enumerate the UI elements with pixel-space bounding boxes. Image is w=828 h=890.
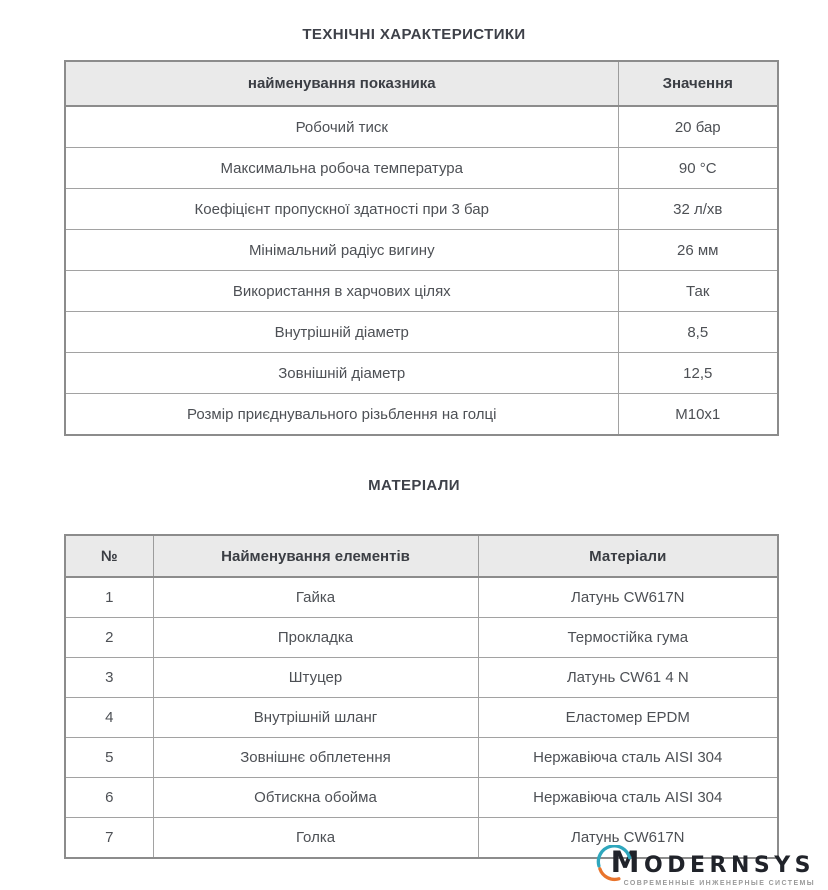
logo-tagline: СОВРЕМЕННЫЕ ИНЖЕНЕРНЫЕ СИСТЕМЫ <box>623 880 815 887</box>
material-cell: Термостійка гума <box>478 618 778 658</box>
element-name-cell: Зовнішнє обплетення <box>153 738 478 778</box>
column-header-material: Матеріали <box>478 535 778 577</box>
row-number-cell: 4 <box>65 698 153 738</box>
table-row <box>65 738 778 778</box>
table-row <box>65 698 778 738</box>
spec-value-cell: 32 л/хв <box>618 189 778 230</box>
column-header-parameter: найменування показника <box>65 61 618 106</box>
table-row <box>65 148 778 189</box>
table-row <box>65 271 778 312</box>
technical-specs-title: ТЕХНІЧНІ ХАРАКТЕРИСТИКИ <box>302 26 526 43</box>
table-row <box>65 106 778 148</box>
element-name-cell: Голка <box>153 818 478 859</box>
table-header-row <box>65 535 778 577</box>
spec-name-cell: Коефіцієнт пропускної здатності при 3 бар <box>65 189 618 230</box>
spec-value-cell: 12,5 <box>618 353 778 394</box>
table-row <box>65 189 778 230</box>
row-number-cell: 1 <box>65 577 153 618</box>
material-cell: Латунь CW61 4 N <box>478 658 778 698</box>
table-header-row <box>65 61 778 106</box>
element-name-cell: Гайка <box>153 577 478 618</box>
row-number-cell: 2 <box>65 618 153 658</box>
material-cell: Еластомер EPDM <box>478 698 778 738</box>
logo-swoosh-icon <box>596 845 633 882</box>
logo-wordmark: MODERNSYS <box>610 845 815 879</box>
row-number-cell: 6 <box>65 778 153 818</box>
material-cell: Латунь CW617N <box>478 577 778 618</box>
spec-name-cell: Мінімальний радіус вигину <box>65 230 618 271</box>
modernsys-logo <box>603 840 815 888</box>
table-row <box>65 353 778 394</box>
spec-name-cell: Робочий тиск <box>65 106 618 148</box>
element-name-cell: Штуцер <box>153 658 478 698</box>
spec-value-cell: М10х1 <box>618 394 778 436</box>
row-number-cell: 3 <box>65 658 153 698</box>
element-name-cell: Внутрішній шланг <box>153 698 478 738</box>
spec-name-cell: Внутрішній діаметр <box>65 312 618 353</box>
material-cell: Нержавіюча сталь AISI 304 <box>478 778 778 818</box>
materials-title: МАТЕРІАЛИ <box>368 477 460 494</box>
column-header-value: Значення <box>618 61 778 106</box>
materials-table <box>64 534 779 859</box>
column-header-element: Найменування елементів <box>153 535 478 577</box>
element-name-cell: Прокладка <box>153 618 478 658</box>
table-row <box>65 618 778 658</box>
row-number-cell: 5 <box>65 738 153 778</box>
table-row <box>65 230 778 271</box>
table-row <box>65 312 778 353</box>
element-name-cell: Обтискна обойма <box>153 778 478 818</box>
material-cell: Нержавіюча сталь AISI 304 <box>478 738 778 778</box>
spec-value-cell: 90 °С <box>618 148 778 189</box>
spec-value-cell: 8,5 <box>618 312 778 353</box>
spec-name-cell: Розмір приєднувального різьблення на голці <box>65 394 618 436</box>
spec-value-cell: 26 мм <box>618 230 778 271</box>
table-row <box>65 658 778 698</box>
spec-name-cell: Максимальна робоча температура <box>65 148 618 189</box>
spec-name-cell: Зовнішній діаметр <box>65 353 618 394</box>
material-cell: Латунь CW617N <box>478 818 778 859</box>
technical-specs-table <box>64 60 779 436</box>
spec-value-cell: 20 бар <box>618 106 778 148</box>
spec-name-cell: Використання в харчових цілях <box>65 271 618 312</box>
column-header-number: № <box>65 535 153 577</box>
table-row <box>65 577 778 618</box>
spec-value-cell: Так <box>618 271 778 312</box>
table-row <box>65 394 778 436</box>
table-row <box>65 778 778 818</box>
row-number-cell: 7 <box>65 818 153 859</box>
